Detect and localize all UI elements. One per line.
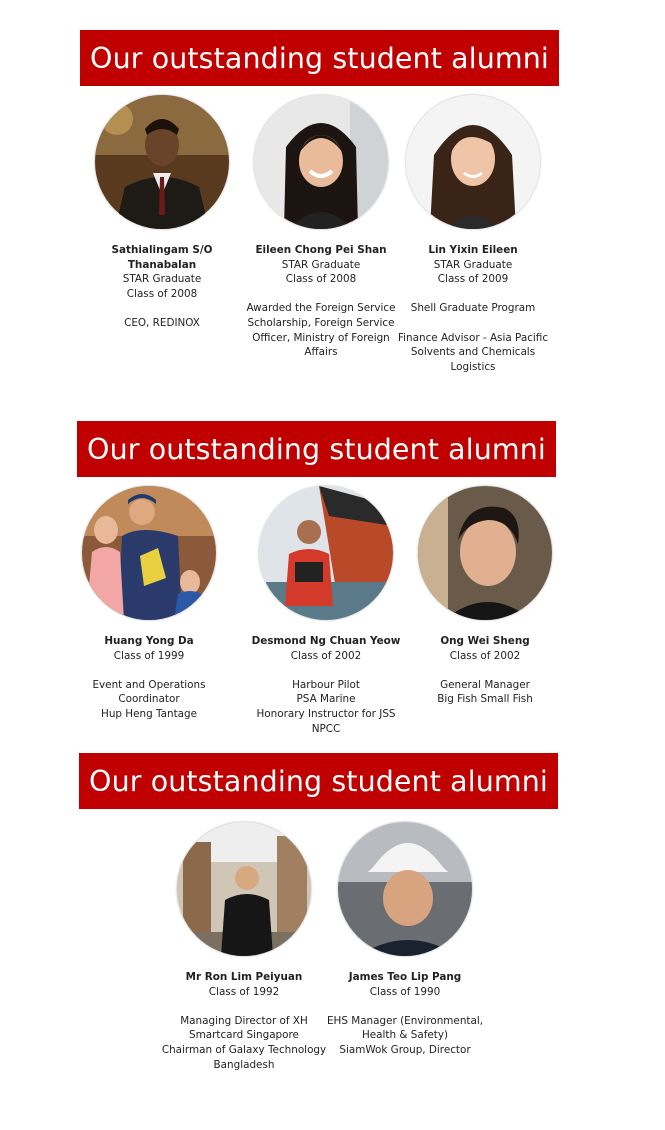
alumnus-company: SiamWok Group, Director (339, 1043, 471, 1056)
alumnus-name: Eileen Chong Pei Shan (255, 244, 387, 256)
alumnus-name: Sathialingam S/O Thanabalan (111, 244, 213, 271)
alumnus-role: Chairman of Galaxy Technology Bangladesh (161, 1043, 327, 1071)
alumnus-role: Event and Operations Coordinator (92, 678, 206, 706)
alumnus-photo (338, 822, 472, 956)
alumnus-class: Class of 1990 (369, 985, 441, 998)
alumnus-photo (177, 822, 311, 956)
alumnus-card (400, 486, 570, 707)
alumnus-company: PSA Marine (296, 693, 356, 706)
alumnus-card (159, 822, 329, 1072)
alumnus-role: Finance Advisor - Asia Pacific Solvents and Chemicals Logistics (397, 331, 549, 373)
alumnus-programme: STAR Graduate (433, 258, 513, 271)
alumnus-card (64, 486, 234, 722)
alumnus-class: Class of 2008 (126, 287, 198, 300)
alumnus-role: Awarded the Foreign Service Scholarship, Foreign Service Officer, Ministry of Foreign Affairs (246, 302, 396, 359)
alumnus-role: Managing Director of XH Smartcard Singapore (180, 1014, 308, 1042)
alumnus-photo (406, 95, 540, 229)
alumnus-role: Harbour Pilot (292, 678, 360, 691)
alumnus-class: Class of 1992 (208, 985, 280, 998)
alumnus-role: Shell Graduate Program (410, 302, 536, 315)
alumnus-photo (82, 486, 216, 620)
alumnus-class: Class of 2002 (449, 649, 521, 662)
alumnus-name: Desmond Ng Chuan Yeow (251, 635, 401, 647)
section-1-heading: Our outstanding student alumni (80, 30, 559, 86)
alumnus-role: General Manager (440, 678, 530, 691)
alumnus-card (388, 95, 558, 374)
alumnus-class: Class of 1999 (113, 649, 185, 662)
alumnus-name: Ong Wei Sheng (440, 635, 530, 647)
alumnus-photo (254, 95, 388, 229)
alumnus-class: Class of 2002 (290, 649, 362, 662)
alumnus-name: Mr Ron Lim Peiyuan (185, 971, 303, 983)
alumnus-card (241, 486, 411, 736)
alumnus-class: Class of 2008 (285, 273, 357, 286)
alumnus-photo (259, 486, 393, 620)
alumnus-programme: STAR Graduate (122, 273, 202, 286)
section-3-heading: Our outstanding student alumni (79, 753, 558, 809)
alumnus-role: EHS Manager (Environmental, Health & Safety) (326, 1014, 484, 1042)
alumnus-photo (418, 486, 552, 620)
section-2-heading: Our outstanding student alumni (77, 421, 556, 477)
alumnus-company: Hup Heng Tantage (101, 707, 197, 720)
alumnus-class: Class of 2009 (437, 273, 509, 286)
alumnus-name: James Teo Lip Pang (348, 971, 462, 983)
alumnus-name: Huang Yong Da (104, 635, 194, 647)
alumnus-role: Honorary Instructor for JSS NPCC (256, 707, 396, 735)
alumnus-role: CEO, REDINOX (124, 316, 200, 329)
alumnus-company: Big Fish Small Fish (437, 693, 533, 706)
alumnus-card (320, 822, 490, 1058)
alumnus-programme: STAR Graduate (281, 258, 361, 271)
alumnus-name: Lin Yixin Eileen (428, 244, 518, 256)
alumnus-card (236, 95, 406, 360)
alumnus-photo (95, 95, 229, 229)
alumnus-card (77, 95, 247, 331)
